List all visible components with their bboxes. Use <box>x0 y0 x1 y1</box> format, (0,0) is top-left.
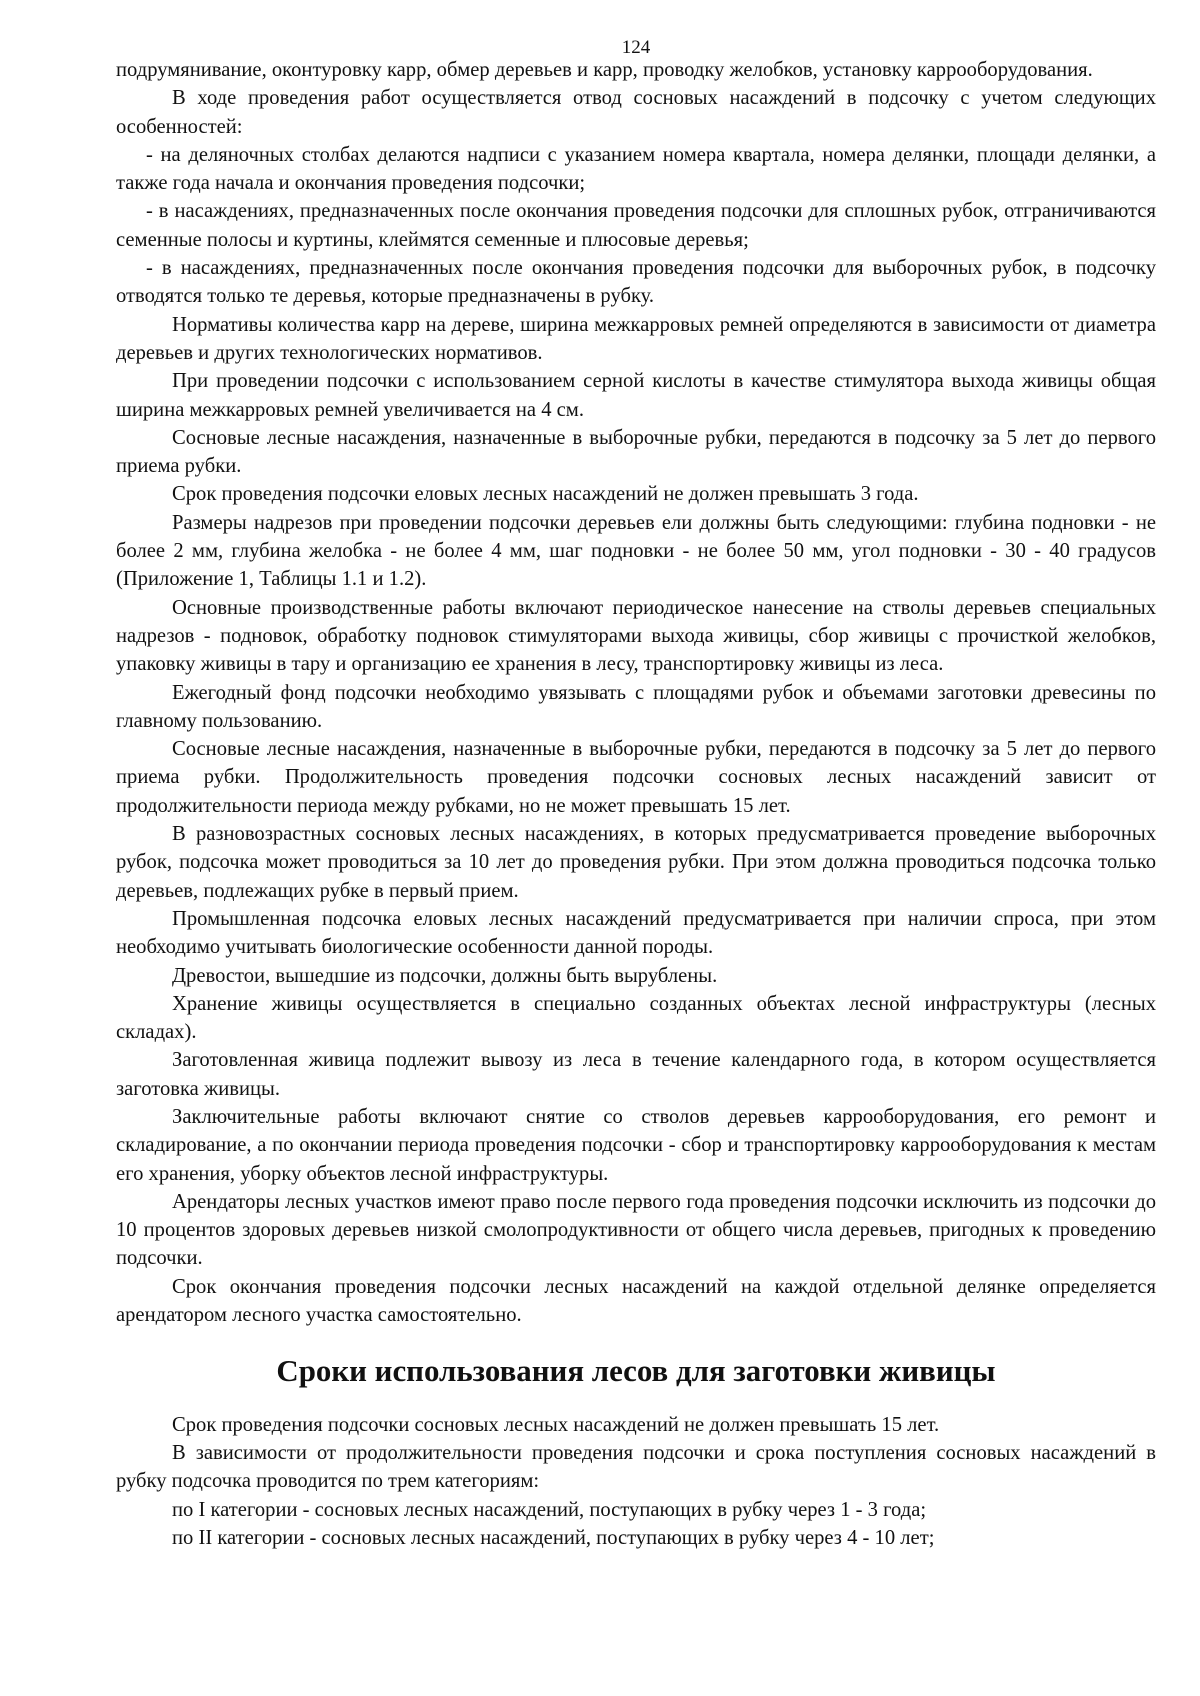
paragraph-removal: Заготовленная живица подлежит вывозу из леса в течение календарного года, в котором осуществляется заготовка живицы. <box>116 1049 1156 1100</box>
paragraph-spruce-term: Срок проведения подсочки еловых лесных насаждений не должен превышать 3 года. <box>172 483 919 506</box>
paragraph-duration: Сосновые лесные насаждения, назначенные в выборочные рубки, передаются в подсочку за 5 лет до первого приема рубки. Продолжительность проведения подсочки сосновых лесных насаждений зависит от продолжительности периода между рубками, но не может превышать 15 лет. <box>116 738 1156 817</box>
paragraph-storage: Хранение живицы осуществляется в специально созданных объектах лесной инфраструктуры (лесных складах). <box>116 992 1156 1044</box>
paragraph-allotment-intro: В ходе проведения работ осуществляется отвод сосновых насаждений в подсочку с учетом следующих особенностей: <box>116 87 1156 138</box>
paragraph-sulfuric-acid: При проведении подсочки с использованием серной кислоты в качестве стимулятора выхода живицы общая ширина межкарровых ремней увеличивается на 4 см. <box>116 370 1156 421</box>
page-number: 124 <box>621 37 651 58</box>
paragraph-norms: Нормативы количества карр на дереве, ширина межкарровых ремней определяются в зависимости от диаметра деревьев и других технологических нормативов. <box>116 313 1156 364</box>
paragraph-pine-term: Срок проведения подсочки сосновых лесных насаждений не должен превышать 15 лет. <box>172 1413 940 1436</box>
paragraph-annual-fund: Ежегодный фонд подсочки необходимо увязывать с площадями рубок и объемами заготовки древесины по главному пользованию. <box>116 681 1156 732</box>
paragraph-felling: Древостои, вышедшие из подсочки, должны быть вырублены. <box>172 964 718 987</box>
list-item-category-2: по II категории - сосновых лесных насаждений, поступающих в рубку через 4 - 10 лет; <box>172 1526 935 1549</box>
paragraph-main-works: Основные производственные работы включают периодическое нанесение на стволы деревьев специальных надрезов - подновок, обработку подновок стимуляторами выхода живицы, сбор живицы с прочисткой желобков, упаковку живицы в тару и организацию ее хранения в лесу, транспортировку живицы из леса. <box>116 596 1156 676</box>
paragraph-continuation: подрумянивание, оконтуровку карр, обмер деревьев и карр, проводку желобков, установку каррооборудования. <box>116 59 1093 81</box>
section-heading: Сроки использования лесов для заготовки живицы <box>276 1353 996 1389</box>
paragraph-cut-sizes: Размеры надрезов при проведении подсочки деревьев ели должны быть следующими: глубина подновки - не более 2 мм, глубина желобка - не более 4 мм, шаг подновки - не более 50 мм, угол подновки - 30 - 40 градусов (Приложение 1, Таблицы 1.1 и 1.2). <box>116 511 1156 591</box>
paragraph-end-term: Срок окончания проведения подсочки лесных насаждений на каждой отдельной делянке определяется арендатором лесного участка самостоятельно. <box>116 1275 1156 1327</box>
list-item-plot-posts: - на деляночных столбах делаются надписи с указанием номера квартала, номера делянки, площади делянки, а также года начала и окончания проведения подсочки; <box>116 143 1156 195</box>
paragraph-categories-intro: В зависимости от продолжительности проведения подсочки и срока поступления сосновых насаждений в рубку подсочка проводится по трем категориям: <box>116 1441 1156 1493</box>
document-page <box>116 36 1156 1552</box>
list-item-selective-cutting: - в насаждениях, предназначенных после окончания проведения подсочки для выборочных рубок, в подсочку отводятся только те деревья, которые предназначены в рубку. <box>116 257 1156 308</box>
list-item-category-1: по I категории - сосновых лесных насаждений, поступающих в рубку через 1 - 3 года; <box>172 1498 927 1521</box>
paragraph-final-works: Заключительные работы включают снятие со стволов деревьев каррооборудования, его ремонт и складирование, а по окончании периода проведения подсочки - сбор и транспортировку каррооборудования к местам его хранения, уборку объектов лесной инфраструктуры. <box>116 1105 1156 1185</box>
paragraph-selective-transfer: Сосновые лесные насаждения, назначенные в выборочные рубки, передаются в подсочку за 5 лет до первого приема рубки. <box>116 426 1156 478</box>
paragraph-uneven-aged: В разновозрастных сосновых лесных насаждениях, в которых предусматривается проведение выборочных рубок, подсочка может проводиться за 10 лет до проведения рубки. При этом должна проводиться подсочка только деревьев, подлежащих рубке в первый прием. <box>116 823 1156 902</box>
list-item-clear-cutting: - в насаждениях, предназначенных после окончания проведения подсочки для сплошных рубок, отграничиваются семенные полосы и куртины, клеймятся семенные и плюсовые деревья; <box>116 200 1156 251</box>
paragraph-tenants-right: Арендаторы лесных участков имеют право после первого года проведения подсочки исключить из подсочки до 10 процентов здоровых деревьев низкой смолопродуктивности от общего числа деревьев, пригодных к проведению подсочки. <box>116 1190 1156 1270</box>
paragraph-industrial-spruce: Промышленная подсочка еловых лесных насаждений предусматривается при наличии спроса, при этом необходимо учитывать биологические особенности данной породы. <box>116 907 1156 959</box>
